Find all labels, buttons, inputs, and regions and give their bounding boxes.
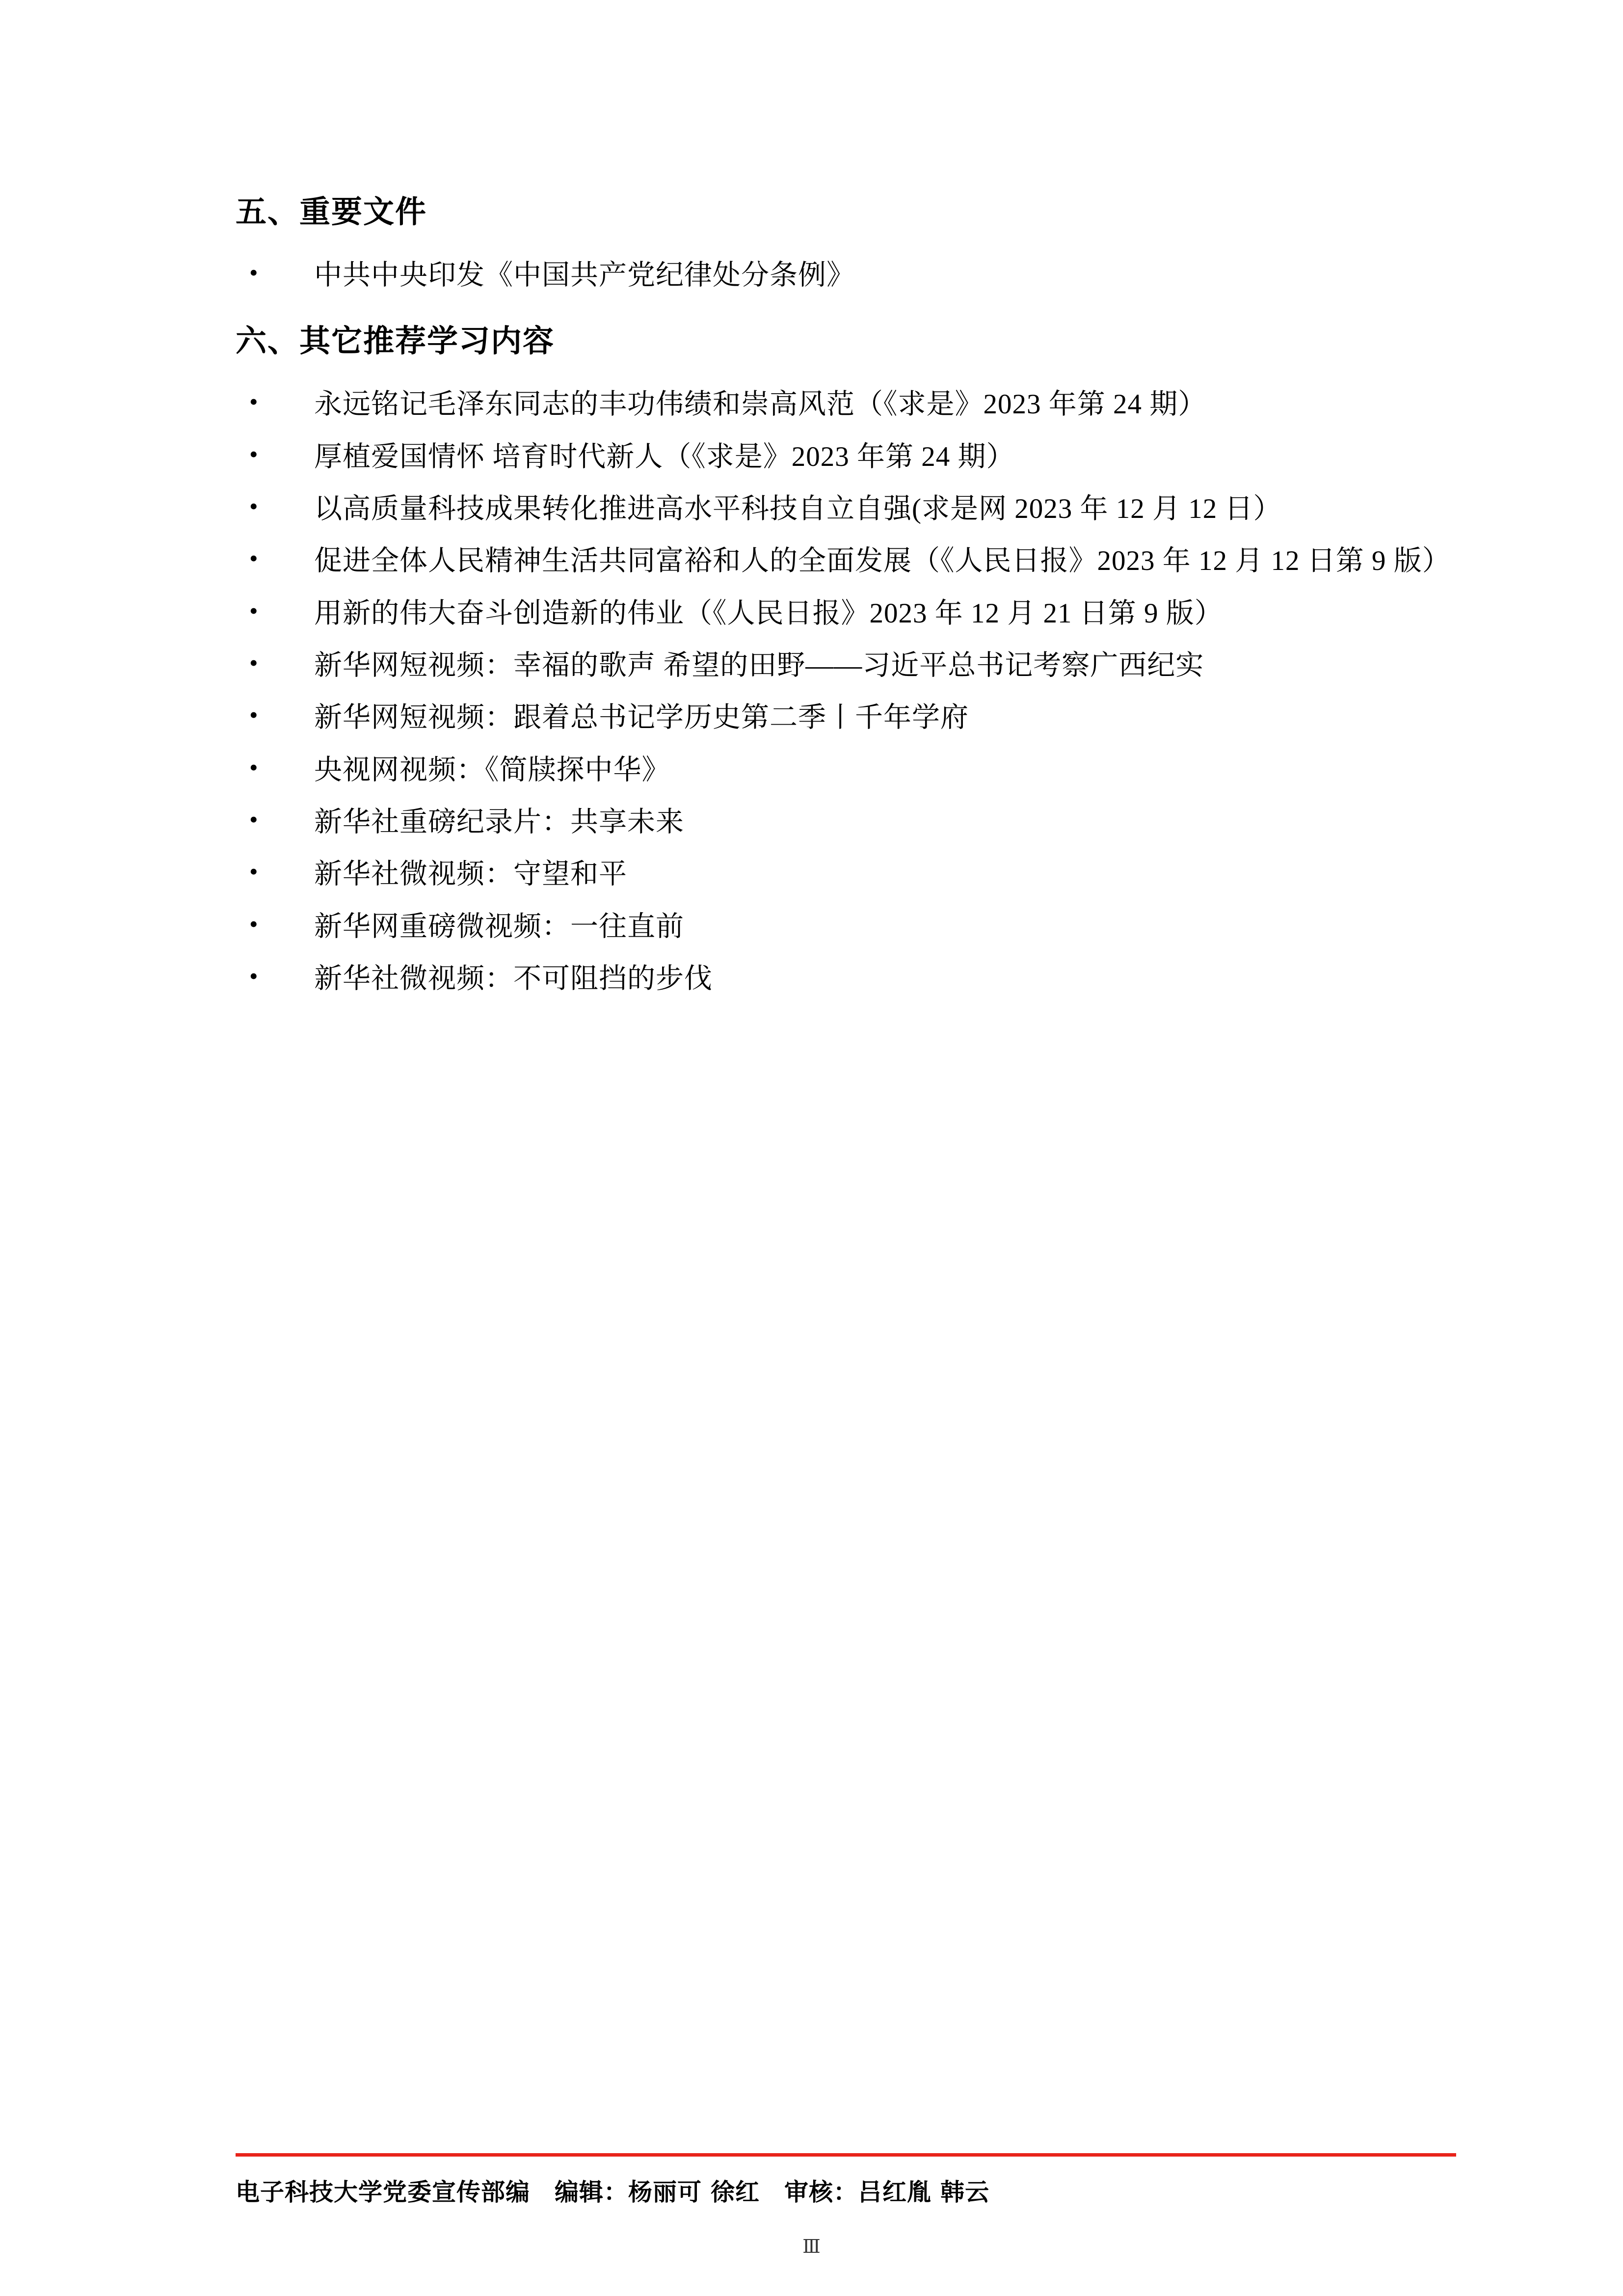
list-item <box>236 956 1456 1001</box>
list-item <box>236 434 1456 480</box>
list-item <box>236 852 1456 897</box>
bullet-icon: • <box>249 962 259 990</box>
section-heading-5: 五、重要文件 <box>236 194 427 230</box>
list-item <box>236 800 1456 845</box>
footer-divider <box>236 2153 1456 2157</box>
page-number: Ⅲ <box>802 2237 821 2257</box>
list-item <box>236 748 1456 793</box>
section-6-list <box>236 382 1456 1001</box>
list-item-text: 永远铭记毛泽东同志的丰功伟绩和崇高风范（《求是》2023 年第 24 期） <box>314 389 1207 420</box>
bullet-icon: • <box>249 858 259 886</box>
list-item <box>236 643 1456 688</box>
bullet-icon: • <box>249 701 259 729</box>
list-item-text: 新华社微视频：守望和平 <box>314 859 627 890</box>
list-item-text: 新华网短视频：跟着总书记学历史第二季丨千年学府 <box>314 702 969 733</box>
bullet-icon: • <box>249 648 259 676</box>
list-item-text: 央视网视频：《简牍探中华》 <box>314 754 670 785</box>
bullet-icon: • <box>249 544 259 572</box>
list-item <box>236 486 1456 532</box>
page-footer <box>236 2153 1456 2208</box>
list-item-text: 新华网短视频：幸福的歌声 希望的田野——习近平总书记考察广西纪实 <box>314 649 1204 681</box>
footer-credits: 电子科技大学党委宣传部编 编辑：杨丽可 徐红 审核：吕红胤 韩云 <box>236 2178 990 2206</box>
list-item-text: 用新的伟大奋斗创造新的伟业（《人民日报》2023 年 12 月 21 日第 9 版） <box>314 597 1223 629</box>
bullet-icon: • <box>249 910 259 938</box>
list-item-text: 促进全体人民精神生活共同富裕和人的全面发展（《人民日报》2023 年 12 月 12 日第 9 版） <box>314 545 1451 577</box>
bullet-icon: • <box>249 259 259 286</box>
list-item-text: 以高质量科技成果转化推进高水平科技自立自强(求是网 2023 年 12 月 12 日） <box>314 493 1282 524</box>
list-item <box>236 695 1456 740</box>
section-heading-6: 六、其它推荐学习内容 <box>236 323 555 359</box>
list-item <box>236 539 1456 584</box>
list-item-text: 新华社微视频：不可阻挡的步伐 <box>314 963 713 994</box>
list-item-text: 新华社重磅纪录片：共享未来 <box>314 806 684 837</box>
bullet-icon: • <box>249 805 259 833</box>
bullet-icon: • <box>249 492 259 520</box>
bullet-icon: • <box>249 388 259 416</box>
list-item <box>236 591 1456 636</box>
list-item-text: 新华网重磅微视频：一往直前 <box>314 911 684 942</box>
list-item <box>236 904 1456 949</box>
list-item-text: 厚植爱国情怀 培育时代新人（《求是》2023 年第 24 期） <box>314 441 1015 472</box>
bullet-icon: • <box>249 596 259 624</box>
bullet-icon: • <box>249 753 259 781</box>
section-5-list <box>236 253 1456 298</box>
list-item-text: 中共中央印发《中国共产党纪律处分条例》 <box>314 260 855 291</box>
list-item <box>236 253 1456 298</box>
bullet-icon: • <box>249 440 259 468</box>
list-item <box>236 382 1456 427</box>
